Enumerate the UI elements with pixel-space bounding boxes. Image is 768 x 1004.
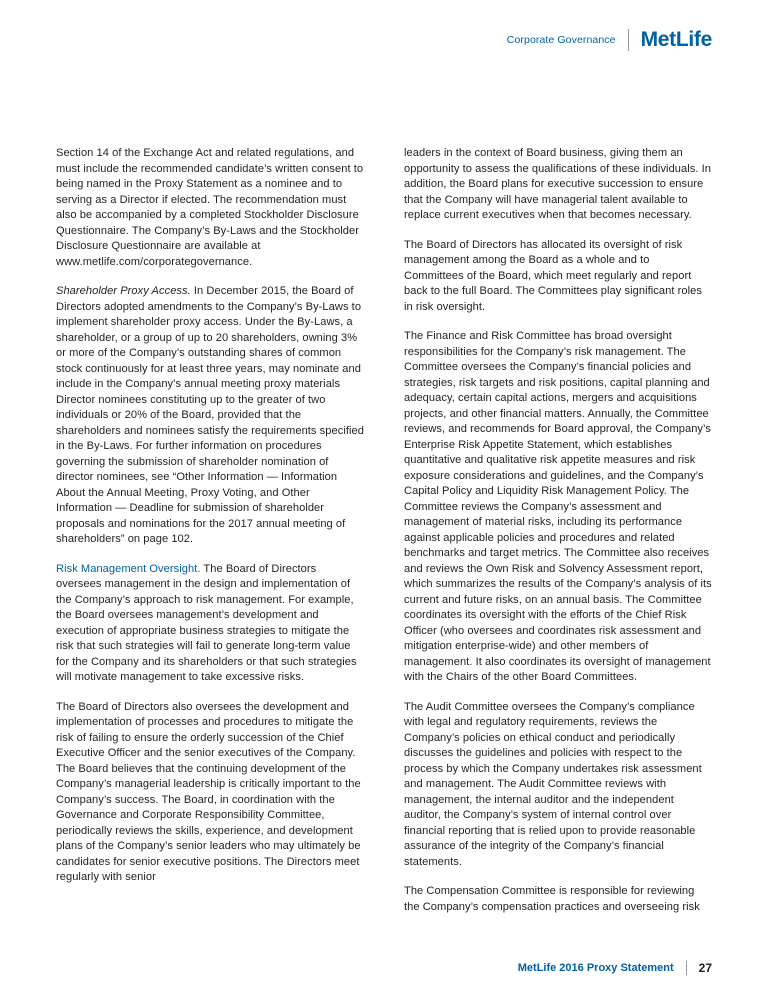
paragraph-section14: [56, 146, 364, 270]
paragraph-text: The Board of Directors has allocated its oversight of risk management among the Board as a whole and to Committees of the Board, which meet regularly and report back to the full Board. The Committees play significant roles in risk oversight.: [404, 238, 702, 313]
paragraph-shareholder-proxy-access: [56, 284, 364, 548]
left-column: [56, 146, 364, 915]
footer-page-number: 27: [698, 961, 712, 975]
body-columns: [56, 146, 712, 915]
paragraph-lead-in: Shareholder Proxy Access.: [56, 285, 191, 297]
paragraph-text: The Board of Directors also oversees the development and implementation of processes and procedures to mitigate the risk of failing to ensure the orderly succession of the Chief Executive Officer and the senior executives of the Company. The Board believes that the continuing development of the Company’s managerial leadership is critically important to the Company’s success. The Board, in coordination with the Governance and Corporate Responsibility Committee, periodically reviews the skills, experience, and development plans of the Company’s senior leaders who may ultimately be candidates for senior executive positions. The Directors meet regularly with senior: [56, 700, 361, 883]
paragraph-text: In December 2015, the Board of Directors adopted amendments to the Company’s By-Laws to implement shareholder proxy access. Under the By-Laws, a shareholder, or a group of up to 20 shareholders, owning 3% or more of the Company’s outstanding shares of common stock continuously for at least three years, may nominate and include in the Company’s annual meeting proxy materials Director nominees constituting up to the greater of two individuals or 20% of the Board, provided that the shareholders and nominees satisfy the requirements specified in the By-Laws. For further information on procedures governing the submission of shareholder nomination of director nominees, see “Other Information — Information About the Annual Meeting, Proxy Voting, and Other Information — Deadline for submission of shareholder proposals and nominations for the 2017 annual meeting of shareholders” on page 102.: [56, 285, 364, 545]
metlife-logo: MetLife: [640, 28, 712, 51]
paragraph-text: The Audit Committee oversees the Company’s compliance with legal and regulatory requirements, reviews the Company’s policies on ethical conduct and periodically discusses the guidelines and policies with respect to the process by which the Company undertakes risk assessment and management. The Audit Committee reviews with management, the internal auditor and the independent auditor, the Company’s system of internal control over financial reporting that is relied upon to provide reasonable assurance of the integrity of the Company’s financial statements.: [404, 700, 702, 868]
paragraph-audit-committee: [404, 700, 712, 871]
right-column: [404, 146, 712, 915]
paragraph-finance-risk-committee: [404, 329, 712, 686]
page-footer: [518, 958, 712, 978]
paragraph-text: leaders in the context of Board business, giving them an opportunity to assess the qualifications of these individuals. In addition, the Board plans for executive succession to ensure that the Company will have managerial talent available to replace current executives when that becomes necessary.: [404, 147, 712, 221]
paragraph-text: The Board of Directors oversees management in the design and implementation of the Company’s approach to risk management. For example, the Board oversees management’s development and execution of appropriate business strategies to mitigate the risk that such strategies will fail to generate long-term value for the Company and its shareholders or that such strategies will motivate management to take excessive risks.: [56, 562, 357, 683]
paragraph-succession: [56, 700, 364, 886]
page-header: [507, 26, 712, 54]
paragraph-compensation-committee: [404, 884, 712, 915]
header-divider: [628, 29, 629, 51]
paragraph-board-allocated-oversight: [404, 238, 712, 316]
paragraph-lead-in: Risk Management Oversight.: [56, 562, 201, 575]
paragraph-text: The Compensation Committee is responsible for reviewing the Company’s compensation practices and overseeing risk: [404, 885, 700, 913]
paragraph-leaders-continued: [404, 146, 712, 224]
footer-divider: [686, 961, 687, 975]
paragraph-risk-management-oversight: [56, 562, 364, 686]
paragraph-text: Section 14 of the Exchange Act and related regulations, and must include the recommended candidate’s written consent to being named in the Proxy Statement as a nominee and to serving as a Director if elected. The recommendation must also be accompanied by a completed Stockholder Disclosure Questionnaire. The Company’s By-Laws and the Stockholder Disclosure Questionnaire are available at www.metlife.com/corporategovernance.: [56, 147, 364, 268]
header-section-label: Corporate Governance: [506, 34, 616, 46]
footer-document-title: MetLife 2016 Proxy Statement: [517, 962, 674, 974]
paragraph-text: The Finance and Risk Committee has broad oversight responsibilities for the Company’s risk management. The Committee oversees the Company’s financial policies and strategies, risk targets and risk positions, capital planning and adequacy, certain capital actions, mergers and acquisitions projects, and other financial matters. Annually, the Committee reviews, and recommends for Board approval, the Company’s Enterprise Risk Appetite Statement, which establishes quantitative and qualitative risk appetite measures and risk exposure considerations and guidelines, and the Company’s Capital Policy and Liquidity Risk Management Policy. The Committee reviews the Company’s assessment and management of material risks, including its performance against applicable policies and procedures and related benchmarks and target metrics. The Committee also receives and reviews the Own Risk and Solvency Assessment report, which summarizes the results of the Company’s analysis of its current and future risks, on an annual basis. The Committee coordinates its oversight with the efforts of the Chief Risk Officer (who oversees and coordinates risk assessment and mitigation enterprise-wide) and other members of management. It also coordinates its oversight of management with the Chairs of the other Board Committees.: [404, 330, 712, 683]
